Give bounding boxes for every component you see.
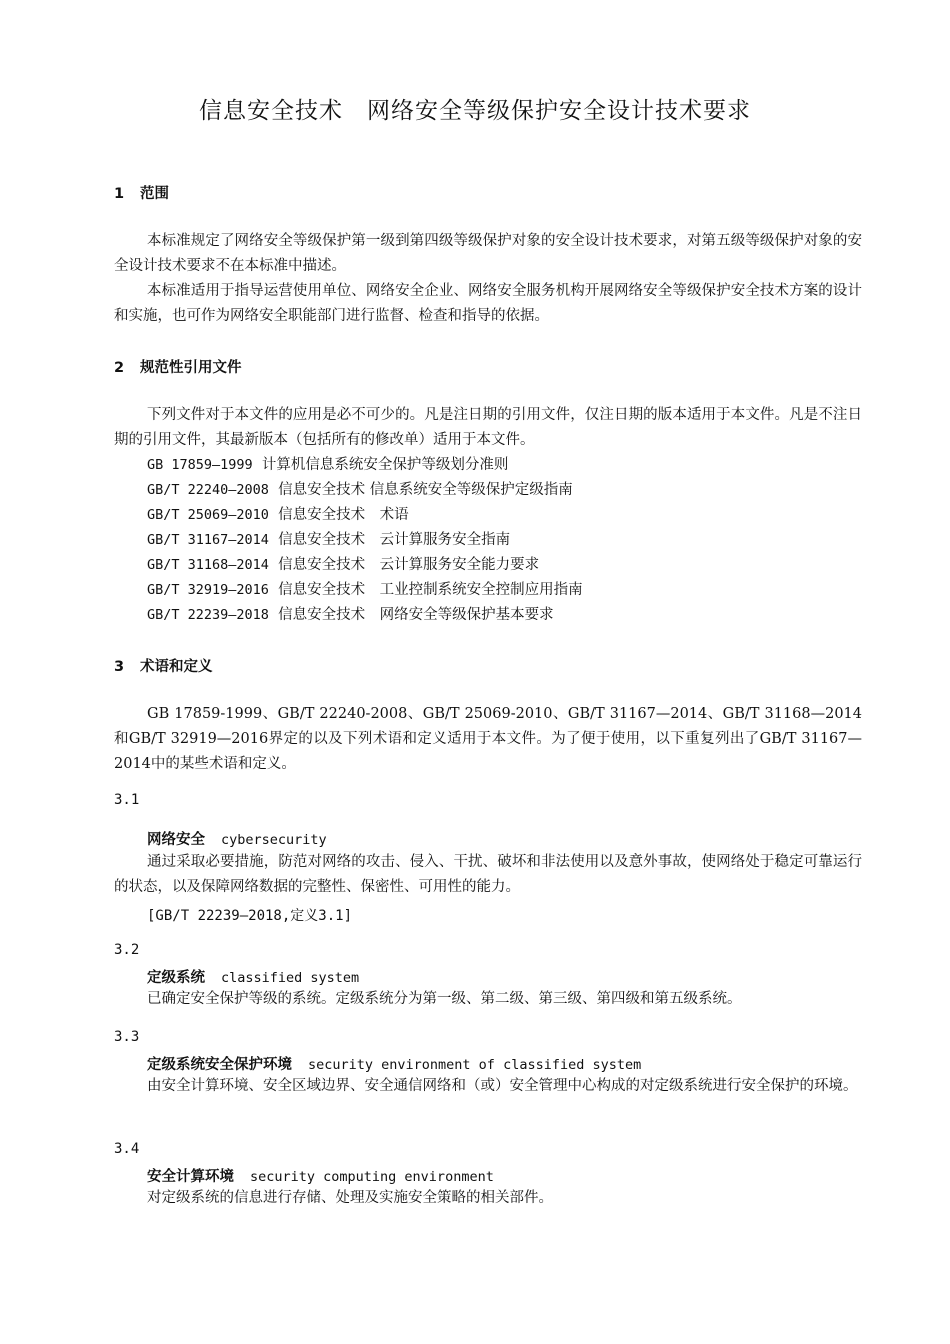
reference-code: GB 17859—1999 <box>147 457 253 473</box>
reference-item <box>147 478 573 503</box>
reference-item <box>147 528 510 553</box>
reference-item <box>147 503 409 528</box>
reference-title: 计算机信息系统安全保护等级划分准则 <box>261 457 509 473</box>
term-chinese: 安全计算环境 <box>147 1169 234 1185</box>
term-english: classified system <box>221 970 360 986</box>
reference-title: 信息安全技术 信息系统安全等级保护定级指南 <box>278 482 573 498</box>
section-title: 范围 <box>140 186 169 202</box>
term-heading <box>147 1053 641 1074</box>
term-chinese: 网络安全 <box>147 832 205 848</box>
term-source: [GB/T 22239—2018,定义3.1] <box>147 908 353 924</box>
term-english: cybersecurity <box>221 832 327 848</box>
reference-item <box>147 453 508 478</box>
reference-code: GB/T 32919—2016 <box>147 582 269 598</box>
reference-item <box>147 578 583 603</box>
section-number: 2 <box>114 360 125 376</box>
scope-paragraph-2: 本标准适用于指导运营使用单位、网络安全企业、网络安全服务机构开展网络安全等级保护安全技术方案的设计和实施，也可作为网络安全职能部门进行监督、检查和指导的依据。 <box>114 283 862 324</box>
term-definition: 对定级系统的信息进行存储、处理及实施安全策略的相关部件。 <box>147 1190 553 1206</box>
reference-title: 信息安全技术 云计算服务安全指南 <box>278 532 511 548</box>
terms-intro-paragraph: GB 17859-1999、GB/T 22240-2008、GB/T 25069-2010、GB/T 31167—2014、GB/T 31168—2014和GB/T 32919—2016界定的以及下列术语和定义适用于本文件。为了便于使用，以下重复列出了GB/T 31167—2014中的某些术语和定义。 <box>114 706 862 772</box>
term-heading <box>147 828 327 849</box>
reference-code: GB/T 22240—2008 <box>147 482 269 498</box>
section-number: 1 <box>114 186 125 202</box>
term-number: 3.3 <box>114 1029 140 1045</box>
term-number: 3.2 <box>114 942 140 958</box>
reference-title: 信息安全技术 工业控制系统安全控制应用指南 <box>278 582 583 598</box>
term-definition: 已确定安全保护等级的系统。定级系统分为第一级、第二级、第三级、第四级和第五级系统。 <box>147 991 742 1007</box>
term-english: security environment of classified system <box>308 1057 642 1073</box>
section-number: 3 <box>114 659 125 675</box>
reference-title: 信息安全技术 网络安全等级保护基本要求 <box>278 607 554 623</box>
term-number: 3.1 <box>114 792 140 808</box>
reference-code: GB/T 31167—2014 <box>147 532 269 548</box>
term-definition: 由安全计算环境、安全区域边界、安全通信网络和（或）安全管理中心构成的对定级系统进行安全保护的环境。 <box>147 1078 858 1094</box>
reference-item <box>147 603 554 628</box>
reference-title: 信息安全技术 云计算服务安全能力要求 <box>278 557 540 573</box>
document-title: 信息安全技术 网络安全等级保护安全设计技术要求 <box>199 98 751 124</box>
section-title: 术语和定义 <box>140 659 213 675</box>
reference-code: GB/T 25069—2010 <box>147 507 269 523</box>
section-heading-scope <box>114 182 169 203</box>
term-heading <box>147 966 359 987</box>
reference-code: GB/T 31168—2014 <box>147 557 269 573</box>
reference-code: GB/T 22239—2018 <box>147 607 269 623</box>
scope-paragraph-1: 本标准规定了网络安全等级保护第一级到第四级等级保护对象的安全设计技术要求，对第五级等级保护对象的安全设计技术要求不在本标准中描述。 <box>114 233 862 274</box>
term-chinese: 定级系统 <box>147 970 205 986</box>
reference-item <box>147 553 539 578</box>
term-number: 3.4 <box>114 1141 140 1157</box>
section-title: 规范性引用文件 <box>140 360 242 376</box>
term-english: security computing environment <box>250 1169 494 1185</box>
term-chinese: 定级系统安全保护环境 <box>147 1057 292 1073</box>
reference-title: 信息安全技术 术语 <box>278 507 409 523</box>
references-intro-paragraph: 下列文件对于本文件的应用是必不可少的。凡是注日期的引用文件，仅注日期的版本适用于本文件。凡是不注日期的引用文件，其最新版本（包括所有的修改单）适用于本文件。 <box>114 407 862 448</box>
section-heading-terms-definitions <box>114 655 213 676</box>
term-heading <box>147 1165 494 1186</box>
section-heading-normative-references <box>114 356 242 377</box>
term-definition: 通过采取必要措施，防范对网络的攻击、侵入、干扰、破坏和非法使用以及意外事故，使网络处于稳定可靠运行的状态，以及保障网络数据的完整性、保密性、可用性的能力。 <box>114 854 862 895</box>
